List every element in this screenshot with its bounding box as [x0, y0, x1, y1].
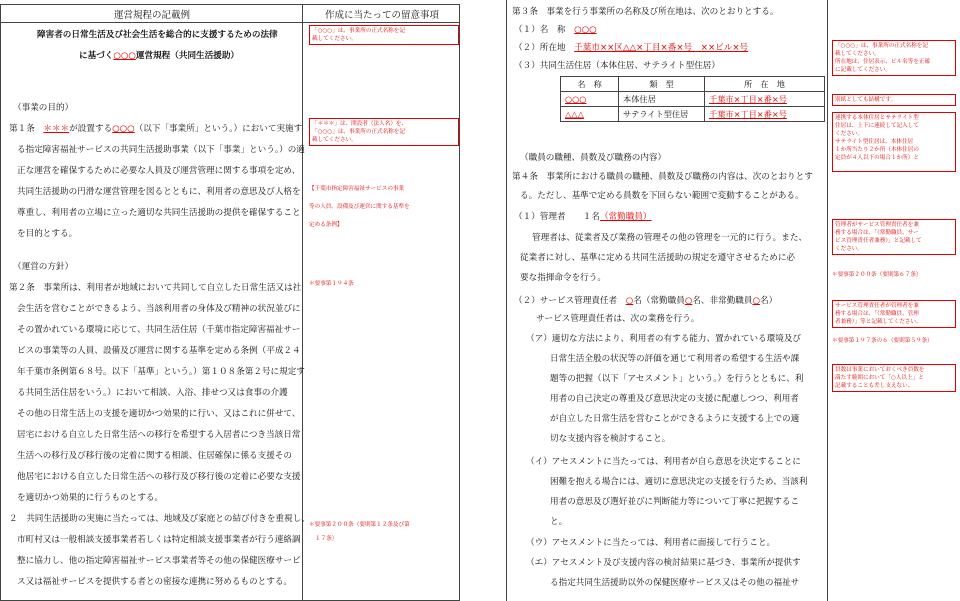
service-manager-heading: （２）サービス管理責任者 ○名（常勤職員○名、非常勤職員○名）	[514, 296, 778, 306]
residence-table	[560, 76, 825, 122]
article2-2-line: ２ 共同生活援助の実施に当たっては、地域及び家庭との結び付きを重視し、	[9, 514, 310, 524]
article2-line: 会生活を営むことができるよう、当該利用者の身体及び精神の状況並びに	[17, 304, 301, 314]
table-header-cell: 類 型	[619, 77, 705, 92]
table-header-cell: 所 在 地	[705, 77, 825, 92]
note-facility-name-address: 「○○○」は、事業所の正式名称を記 載してください。 所在地は、住居表示、ビル名等を正確 に記載してください。	[832, 40, 956, 76]
article2-line: 居宅における自立した日常生活への移行を希望する入居者につき当該日常	[17, 430, 301, 440]
article2-line: 生活への移行及び移行後の定着に関する相談、住居確保に係る支援その	[17, 451, 293, 461]
article2-2-line: 市町村又は一般相談支援事業者若しくは特定相談支援事業者が行う連絡調	[17, 535, 301, 545]
right-left-border	[506, 0, 507, 601]
note-satellite: 連携する本体住居とサテライト型 住居は、上下に連続して記入して ください。 サテライト型住居は、本体住居 １か所当たり２か所（本体住居の 定員が４人以下の場合１か所）と	[832, 112, 956, 172]
table-header-row	[561, 77, 825, 92]
table-cell: ○○○	[561, 92, 619, 107]
ref-article-194: ＊要事第１９４条	[309, 281, 354, 287]
table-row	[561, 92, 825, 107]
article2-2-line: 整に協力し、他の指定障害福祉サービス事業者等その他の保健医療サービ	[17, 556, 301, 566]
manager-line: 従業者に対し、基準に定める共同生活援助の規定を遵守させるために必	[520, 253, 796, 263]
note-manager-dual: 管理者がサービス管理責任者を兼 務する場合は、「（常勤職員、サー ビス管理責任者兼務）」と記載して ください。	[832, 219, 956, 255]
table-cell: 千葉市×丁目×番×号	[705, 92, 825, 107]
duty-a-line: が自立した日常生活を営むことができるように支援する上での適	[550, 414, 800, 424]
table-cell: 千葉市×丁目×番×号	[705, 107, 825, 122]
right-page	[506, 0, 960, 601]
left-table	[0, 4, 460, 601]
table-header-cell: 名 称	[561, 77, 619, 92]
service-manager-sub: サービス管理責任者は、次の業務を行う。	[536, 314, 700, 324]
ref-article-197-6: ＊要事第１９７条の６（要則第５９条）	[832, 338, 933, 344]
duty-i-line: 困難を抱える場合には、適切に意思決定の支援を行うため、当該利	[550, 477, 808, 487]
article2-line: その置かれている環境に応じて、共同生活住居（千葉市指定障害福祉サー	[17, 325, 301, 335]
duty-a-line: 日常生活全般の状況等の評価を通じて利用者の希望する生活や課	[550, 354, 800, 364]
left-page	[0, 0, 463, 601]
article2-line: その他の日常生活上の支援を適切かつ効果的に行い、又はこれに併せて、	[17, 409, 301, 419]
duty-e-line: る指定共同生活援助以外の保健医療サービス又はその他の福祉サ	[550, 578, 800, 588]
note-facility-name: 「○○○」は、事業所の正式名称を記 載してください。	[309, 25, 459, 45]
article1-line: 正な運営を確保するために必要な人員及び運営管理に関する事項を定め、	[17, 166, 301, 176]
duty-i-line: と。	[550, 517, 568, 527]
left-table-header	[1, 5, 459, 23]
article1-line: る指定障害福祉サービスの共同生活援助事業（以下「事業」という。）の適	[17, 145, 305, 155]
note-operator-name: 「＊＊＊」は、開設者（法人名）を、 「○○○」は、事業所の正式名称を記 載してください。	[309, 118, 459, 146]
section-policy-heading: （運営の方針）	[13, 262, 74, 272]
article1-line: 共同生活援助の円滑な運営管理を図るとともに、利用者の意思及び人格を	[17, 187, 301, 197]
table-row	[561, 107, 825, 122]
duty-a-line: 用者の自己決定の尊重及び意思決定の支援に配慮しつつ、利用者	[550, 394, 799, 404]
manager-line: 要な指揮命令を行う。	[520, 273, 606, 283]
article2-line: ビスの事業等の人員、設備及び運営に関する基準を定める条例（平成２４	[17, 346, 301, 356]
item2-address: （２）所在地 千葉市××区△△×丁目×番×号 ××ビル×号	[514, 43, 749, 53]
doc-title-line2: に基づく○○○運営規程（共同生活援助）	[79, 51, 240, 61]
section-purpose-heading: （事業の目的）	[13, 103, 74, 113]
duty-u-line: （ウ）アセスメントに当たっては、利用者に面接して行うこと。	[526, 538, 776, 548]
section-staff-heading: （職員の職種、員数及び職務の内容）	[520, 153, 667, 163]
article2-line: 他居宅における自立した日常生活への移行及び移行後の定着に必要な支援	[17, 472, 301, 482]
duty-a-line: 切な支援内容を検討すること。	[550, 434, 671, 444]
ref-article-200-67: ＊要事第２００条（要則第６７条）	[832, 272, 922, 278]
article1-line: を目的とする。	[17, 229, 78, 239]
article1-line: 尊重し、利用者の立場に立った適切な共同生活援助の提供を確保すること	[17, 208, 301, 218]
article1-line1: 第１条 ＊＊＊が設置する○○○（以下「事業所」という。）において実施す	[9, 124, 303, 134]
item1-name: （１）名 称 ○○○	[514, 25, 597, 35]
note-ordinance: 【千葉市指定障害福祉サービスの事業 等の人員、設備及び運営に関する基準を 定める条例】	[309, 186, 410, 228]
article2-line: を適切かつ効果的に行うものとする。	[17, 493, 164, 503]
table-cell: △△△	[561, 107, 619, 122]
right-column-divider	[827, 0, 828, 601]
manager-line: 管理者は、従業者及び業務の管理その他の管理を一元的に行う。また、	[532, 233, 808, 243]
note-staff-count: 員数は事業においておくべき員数を 満たす範囲において「○人以上」と 記載することも差し支えない。	[832, 364, 956, 392]
article3: 第３条 事業を行う事業所の名称及び所在地は、次のとおりとする。	[512, 7, 779, 17]
duty-i-line: （イ）アセスメントに当たっては、利用者が自ら意思を決定することに	[526, 457, 801, 467]
article2-line: 年千葉市条例第６８号。以下「基準」という。）第１０８条第２号に規定す	[17, 367, 305, 377]
header-col-example: 運営規程の記載例	[113, 10, 190, 21]
table-cell: 本体住居	[619, 92, 705, 107]
ref-article-200: ＊要事第２００条（要則第１２条及び第 １７条）	[309, 522, 410, 542]
doc-title-line1: 障害者の日常生活及び社会生活を総合的に支援するための法律	[37, 30, 278, 40]
manager-heading: （１）管理者 １名（常勤職員）	[514, 212, 652, 222]
article4-line2: る。ただし、基準で定める員数を下回らない範囲で変動することがある。	[520, 191, 804, 201]
article4-line1: 第４条 事業所における職員の職種、員数及び職務の内容は、次のとおりとす	[512, 172, 813, 182]
article2-line: る共同生活住居をいう。）において相談、入浴、排せつ又は食事の介護	[17, 388, 288, 398]
article2-line: 第２条 事業所は、利用者が地域において共同して自立した日常生活又は社	[9, 283, 302, 293]
duty-a-line: （ア）適切な方法により、利用者の有する能力、置かれている環境及び	[526, 334, 802, 344]
table-cell: サテライト型住居	[619, 107, 705, 122]
duty-a-line: 題等の把握（以下「アセスメント」という。）を行うとともに、利	[550, 374, 804, 384]
duty-i-line: 用者の意思及び選好並びに判断能力等について丁寧に把握するこ	[550, 497, 800, 507]
note-separate-sheet: 別紙としても結構です。	[832, 94, 956, 106]
article2-2-line: ス又は福祉サービスを提供する者との密接な連携に努めるものとする。	[17, 577, 293, 587]
item3-residences: （３）共同生活住居（本体住居、サテライト型住居）	[514, 61, 720, 71]
note-service-manager-dual: サービス管理責任者が管理者を兼 務する場合は、「（常勤職員、管理 者兼務）」等と記載してください。	[832, 300, 956, 328]
duty-e-line: （エ）アセスメント及び支援内容の検討結果に基づき、事業所が提供す	[526, 558, 801, 568]
header-col-notes: 作成に当たっての留意事項	[324, 10, 439, 21]
